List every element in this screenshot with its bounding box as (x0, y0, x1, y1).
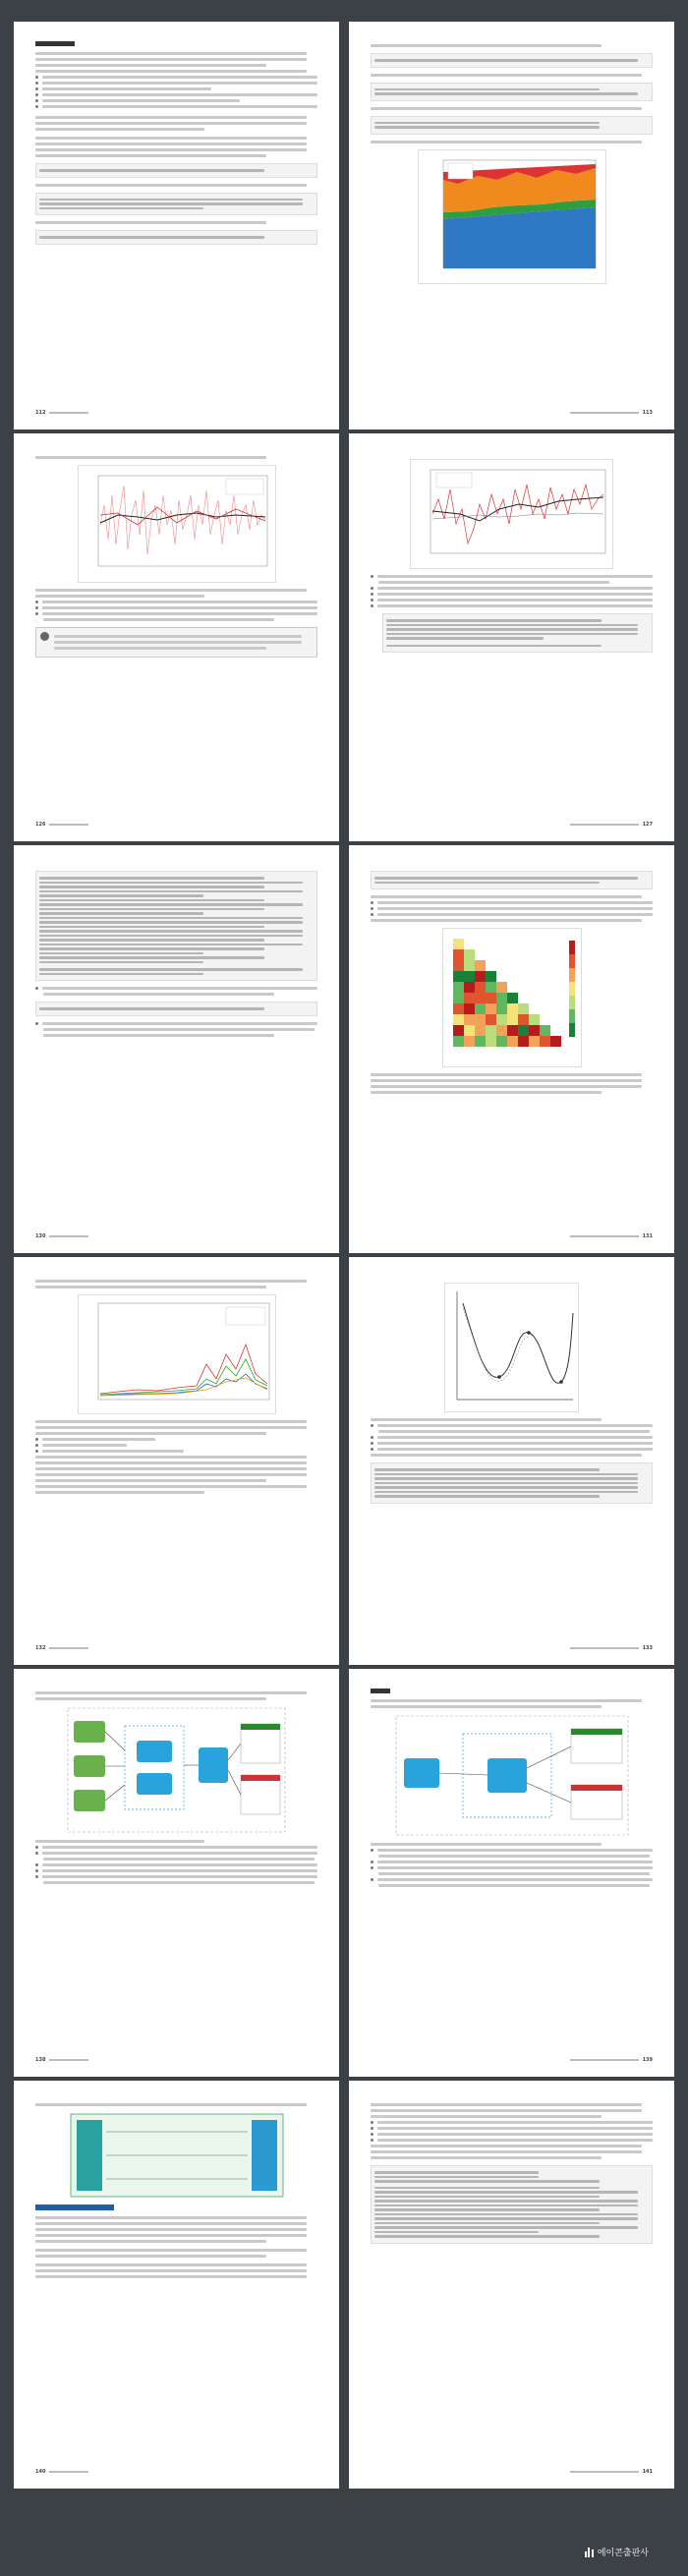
page-folio: 131 (371, 1231, 653, 1241)
heatmap-cell (496, 1036, 507, 1047)
page-right (349, 1257, 674, 1665)
architecture-diagram (66, 1706, 287, 1834)
heatmap-cell (475, 1003, 486, 1014)
heatmap-cell (475, 982, 486, 993)
heatmap-cell (475, 971, 486, 982)
heatmap-cell (496, 1003, 507, 1014)
heatmap-cell (453, 1003, 464, 1014)
heatmap-cell (464, 971, 475, 982)
heatmap-svg (443, 929, 581, 1066)
page-folio: 130 (35, 1231, 317, 1241)
spread-6 (14, 2081, 674, 2489)
publisher-logo (585, 2546, 649, 2558)
page-folio: 141 (371, 2467, 653, 2477)
page-folio: 132 (35, 1643, 317, 1653)
page-folio: 140 (35, 2467, 317, 2477)
heatmap-cell (486, 982, 496, 993)
heatmap-cell (486, 1014, 496, 1025)
rolling-mean-figure (78, 465, 276, 583)
heatmap-cell (486, 993, 496, 1003)
heatmap-cell (453, 1036, 464, 1047)
heatmap-cell (540, 1036, 550, 1047)
heatmap-colorbar-step (569, 968, 575, 982)
heatmap-cell (496, 1025, 507, 1036)
heatmap-cell (518, 1025, 529, 1036)
spread-3 (14, 845, 674, 1253)
page-right (349, 845, 674, 1253)
heatmap-cell (529, 1014, 540, 1025)
page-left (14, 845, 339, 1253)
heatmap-cell (496, 982, 507, 993)
heatmap-cell (453, 982, 464, 993)
heatmap-cell (507, 1036, 518, 1047)
page-folio: 127 (371, 820, 653, 830)
heatmap-cell (453, 1025, 464, 1036)
heatmap-cell (507, 993, 518, 1003)
heatmap-cell (518, 1003, 529, 1014)
publisher-name: 에이콘출판사 (597, 2548, 649, 2558)
curve-diagram (444, 1283, 579, 1412)
heatmap-colorbar-step (569, 996, 575, 1009)
page-right (349, 1669, 674, 2077)
heatmap-cell (475, 1036, 486, 1047)
page-left (14, 433, 339, 841)
page-folio: 126 (35, 820, 317, 830)
heatmap-cell (486, 971, 496, 982)
heatmap-cell (464, 960, 475, 971)
heatmap-cell (475, 960, 486, 971)
heatmap-cell (453, 939, 464, 949)
stacked-area-figure (418, 149, 606, 284)
heatmap-figure (442, 928, 582, 1067)
heatmap-cell (464, 982, 475, 993)
heatmap-cell (464, 949, 475, 960)
heatmap-cell (540, 1025, 550, 1036)
page-folio: 113 (371, 408, 653, 418)
heatmap-cell (475, 1025, 486, 1036)
heatmap-cell (507, 1003, 518, 1014)
heatmap-colorbar-step (569, 941, 575, 954)
flow-diagram (69, 2112, 285, 2199)
spread-4 (14, 1257, 674, 1665)
heatmap-cell (464, 1003, 475, 1014)
page-folio: 112 (35, 408, 317, 418)
architecture-diagram-2 (394, 1714, 630, 1837)
heatmap-colorbar-step (569, 954, 575, 968)
heatmap-cell (475, 1014, 486, 1025)
heatmap-cell (496, 993, 507, 1003)
heatmap-cell (464, 1025, 475, 1036)
logo-mark-icon (585, 2547, 594, 2557)
heatmap-cell (529, 1036, 540, 1047)
heatmap-cell (464, 1036, 475, 1047)
heatmap-cell (507, 1014, 518, 1025)
heatmap-cell (486, 1036, 496, 1047)
heatmap-cell (550, 1036, 561, 1047)
page-left (14, 22, 339, 429)
page-right (349, 2081, 674, 2489)
rolling-std-figure (410, 459, 613, 569)
spread-5 (14, 1669, 674, 2077)
page-folio: 138 (35, 2055, 317, 2065)
page-left (14, 2081, 339, 2489)
page-folio: 133 (371, 1643, 653, 1653)
page-left (14, 1257, 339, 1665)
heatmap-cell (518, 1014, 529, 1025)
heatmap-cell (453, 949, 464, 960)
page-right (349, 22, 674, 429)
heatmap-cell (496, 1014, 507, 1025)
heatmap-cell (486, 1025, 496, 1036)
heatmap-cell (464, 1014, 475, 1025)
heatmap-cell (518, 1036, 529, 1047)
page-right (349, 433, 674, 841)
heatmap-cell (453, 993, 464, 1003)
heatmap-colorbar-step (569, 1009, 575, 1023)
page-folio: 139 (371, 2055, 653, 2065)
spread-1 (14, 22, 674, 429)
heatmap-colorbar-step (569, 982, 575, 996)
heatmap-cell (529, 1025, 540, 1036)
price-series-figure (78, 1294, 276, 1414)
heatmap-cell (453, 1014, 464, 1025)
heatmap-cell (507, 1025, 518, 1036)
heatmap-cell (464, 993, 475, 1003)
heatmap-cell (453, 960, 464, 971)
page-left (14, 1669, 339, 2077)
heatmap-cell (453, 971, 464, 982)
heatmap-colorbar-step (569, 1023, 575, 1037)
spread-2 (14, 433, 674, 841)
heatmap-cell (486, 1003, 496, 1014)
heatmap-cell (475, 993, 486, 1003)
